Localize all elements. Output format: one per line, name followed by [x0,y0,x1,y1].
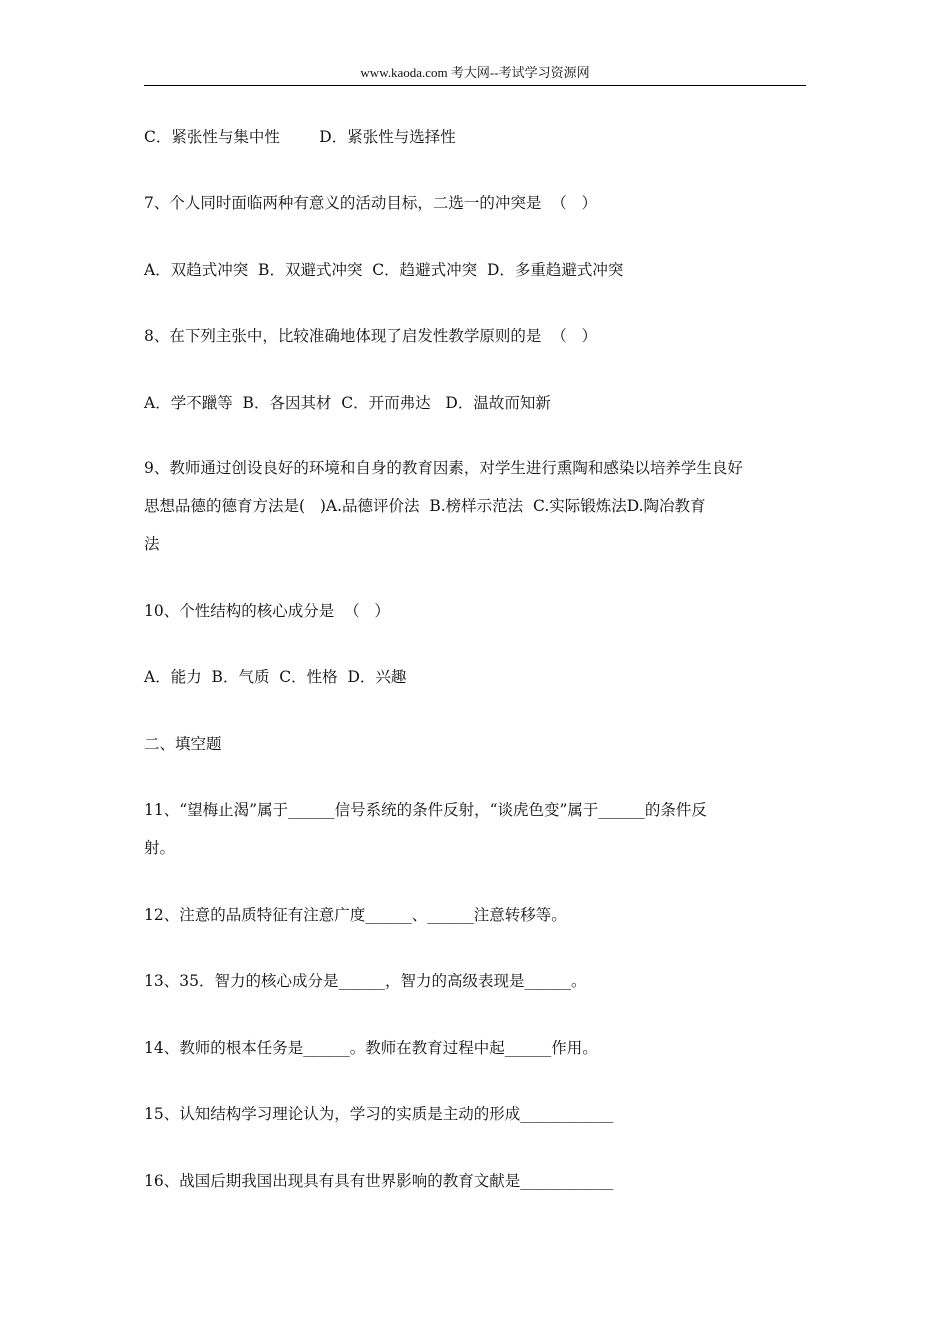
page-header: www.kaoda.com 考大网--考试学习资源网 [360,65,590,80]
question-7: 7、个人同时面临两种有意义的活动目标，二选一的冲突是 （ ） [144,194,597,212]
question-16: 16、战国后期我国出现具有具有世界影响的教育文献是____________ [144,1172,614,1190]
section-heading-fill-in: 二、填空题 [144,735,222,753]
question-12: 12、注意的品质特征有注意广度______、______注意转移等。 [144,906,567,924]
question-11 [144,791,806,867]
question-10: 10、个性结构的核心成分是 （ ） [144,602,390,620]
question-9 [144,449,806,563]
question-15: 15、认知结构学习理论认为，学习的实质是主动的形成____________ [144,1105,614,1123]
header-divider [144,85,806,86]
q9-line-3: 法 [144,535,160,553]
q10-options: A．能力 B．气质 C．性格 D．兴趣 [144,668,407,686]
question-13: 13、35．智力的核心成分是______，智力的高级表现是______。 [144,972,587,990]
q11-line-1: 11、“望梅止渴”属于______信号系统的条件反射，“谈虎色变”属于______的条件反 [144,801,707,819]
q8-options: A．学不躐等 B．各因其材 C．开而弗达 D．温故而知新 [144,394,551,412]
question-8: 8、在下列主张中，比较准确地体现了启发性教学原则的是 （ ） [144,327,597,345]
q11-line-2: 射。 [144,839,176,857]
q9-line-1: 9、教师通过创设良好的环境和自身的教育因素，对学生进行熏陶和感染以培养学生良好 [144,459,743,477]
q9-line-2: 思想品德的德育方法是( )A.品德评价法 B.榜样示范法 C.实际锻炼法D.陶冶教育 [144,497,706,515]
question-14: 14、教师的根本任务是______。教师在教育过程中起______作用。 [144,1039,598,1057]
q6-options: C．紧张性与集中性 D．紧张性与选择性 [144,128,456,146]
q7-options: A．双趋式冲突 B．双避式冲突 C．趋避式冲突 D．多重趋避式冲突 [144,261,624,279]
